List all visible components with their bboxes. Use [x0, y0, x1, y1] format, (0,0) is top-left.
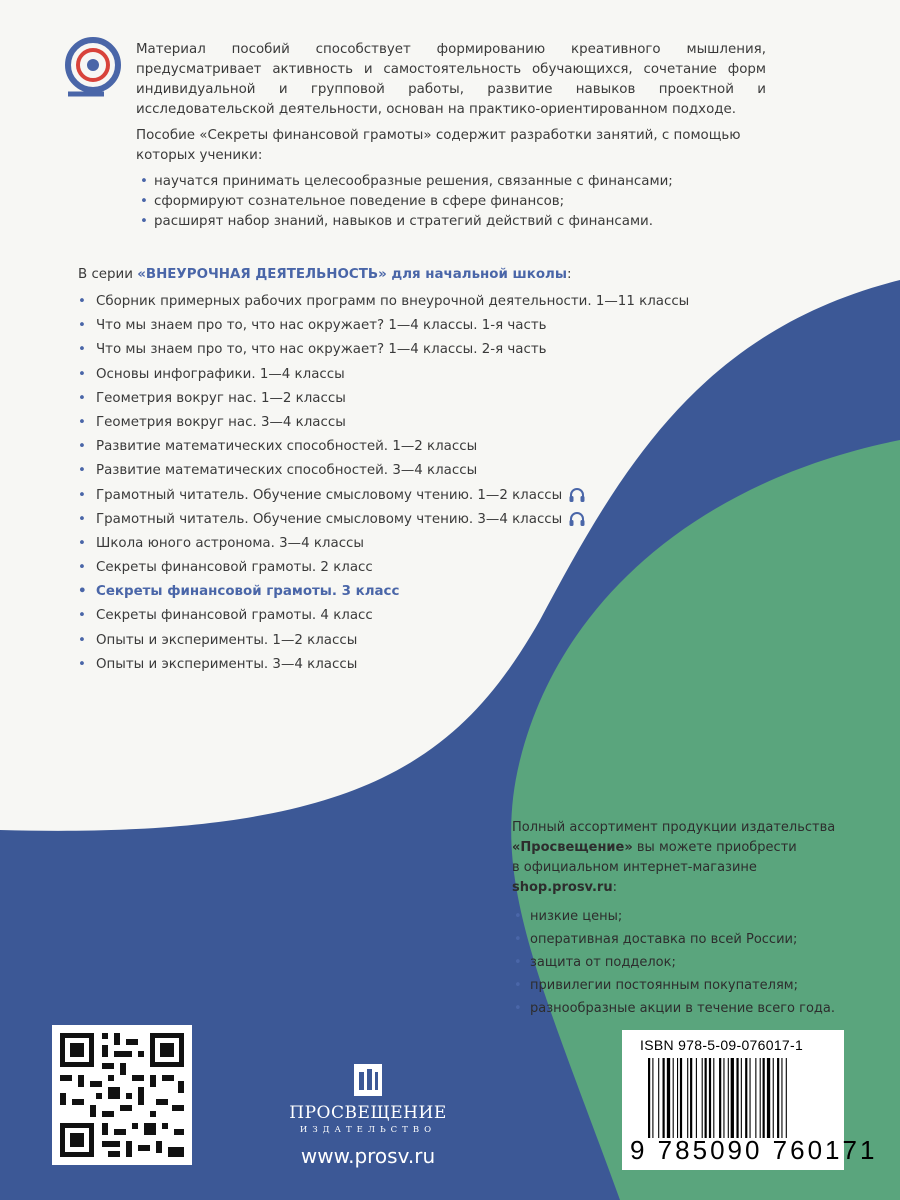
series-name: «ВНЕУРОЧНАЯ ДЕЯТЕЛЬНОСТЬ» для начальной школы — [137, 267, 567, 282]
qr-code-icon[interactable] — [52, 1025, 192, 1165]
series-book-item-audio — [78, 484, 718, 508]
barcode-bar — [663, 1058, 665, 1138]
shop-line-3: в официальном интернет-магазине — [512, 860, 757, 875]
barcode-bar — [702, 1058, 703, 1138]
publisher-subtitle: ИЗДАТЕЛЬСТВО — [299, 1125, 437, 1135]
barcode-bar — [763, 1058, 765, 1138]
shop-bullet-list — [512, 906, 852, 1021]
barcode-bar — [696, 1058, 697, 1138]
shop-section — [512, 818, 852, 1021]
series-book-item-audio — [78, 508, 718, 532]
intro-bullet-list — [136, 172, 766, 232]
intro-paragraph-2: Пособие «Секреты финансовой грамоты» содержит разработки занятий, с помощью которых ученики: — [136, 128, 741, 163]
barcode-bar — [745, 1058, 747, 1138]
barcode-bar — [773, 1058, 774, 1138]
series-heading-suffix: : — [566, 267, 572, 282]
series-book-item: • Геометрия вокруг нас. 1—2 классы — [78, 387, 718, 411]
barcode-bar — [658, 1058, 659, 1138]
series-heading-prefix: В серии — [78, 267, 138, 282]
publisher-url[interactable]: www.prosv.ru — [300, 1144, 436, 1168]
series-heading — [78, 265, 718, 285]
intro-bullet: • научатся принимать целесообразные решения, связанные с финансами; — [136, 172, 766, 192]
series-book-item: • Сборник примерных рабочих программ по внеурочной деятельности. 1—11 классы — [78, 290, 718, 314]
barcode-bar — [741, 1058, 742, 1138]
shop-site-link[interactable]: shop.prosv.ru — [512, 880, 613, 895]
series-book-item: • Развитие математических способностей. 3—4 классы — [78, 459, 718, 483]
barcode-bar — [750, 1058, 751, 1138]
intro-bullet: • сформируют сознательное поведение в сфере финансов; — [136, 192, 766, 212]
shop-bullet: • защита от подделок; — [512, 952, 852, 975]
barcode-bar — [728, 1058, 729, 1138]
shop-bullet: • низкие цены; — [512, 906, 852, 929]
barcode-bar — [755, 1058, 756, 1138]
isbn-label: ISBN 978-5-09-076017-1 — [640, 1037, 804, 1053]
shop-intro — [512, 818, 852, 898]
series-book-item: • Опыты и эксперименты. 1—2 классы — [78, 629, 718, 653]
barcode-bar — [648, 1058, 650, 1138]
shop-line-3-end: : — [612, 880, 617, 895]
barcode-bar — [690, 1058, 692, 1138]
series-book-item: • Основы инфографики. 1—4 классы — [78, 363, 718, 387]
isbn-barcode-block — [622, 1030, 878, 1170]
barcode-bar — [781, 1058, 782, 1138]
shop-line-2: вы можете приобрести — [632, 840, 797, 855]
barcode-bar — [713, 1058, 714, 1138]
series-book-item: • Развитие математических способностей. 1—2 классы — [78, 435, 718, 459]
barcode-digits: 9 785090 760171 — [630, 1135, 878, 1165]
series-book-item: • Школа юного астронома. 3—4 классы — [78, 532, 718, 556]
series-book-item-current: • Секреты финансовой грамоты. 3 класс — [78, 580, 718, 604]
series-book-list — [78, 290, 718, 677]
series-logo-icon — [64, 36, 122, 102]
publisher-logo-icon — [348, 1060, 388, 1100]
barcode-bar — [777, 1058, 779, 1138]
barcode-bar — [719, 1058, 721, 1138]
barcode-bar — [731, 1058, 734, 1138]
series-section — [78, 265, 718, 677]
barcode-bar — [687, 1058, 688, 1138]
shop-bullet: • оперативная доставка по всей России; — [512, 929, 852, 952]
series-book-title: Грамотный читатель. Обучение смысловому чтению. 3—4 классы — [96, 511, 563, 527]
barcode-bar — [786, 1058, 787, 1138]
barcode-bar — [705, 1058, 707, 1138]
headphones-icon — [568, 511, 586, 527]
series-book-item: • Что мы знаем про то, что нас окружает? 1—4 классы. 1-я часть — [78, 314, 718, 338]
series-book-item: • Секреты финансовой грамоты. 2 класс — [78, 556, 718, 580]
barcode-bar — [709, 1058, 711, 1138]
barcode-icon — [648, 1058, 828, 1138]
barcode-bar — [736, 1058, 738, 1138]
series-book-item: • Геометрия вокруг нас. 3—4 классы — [78, 411, 718, 435]
barcode-bar — [760, 1058, 761, 1138]
series-book-item: • Что мы знаем про то, что нас окружает? 1—4 классы. 2-я часть — [78, 338, 718, 362]
shop-bullet: • привилегии постоянным покупателям; — [512, 975, 852, 998]
headphones-icon — [568, 487, 586, 503]
shop-brand: «Просвещение» — [512, 840, 633, 855]
barcode-bar — [652, 1058, 653, 1138]
barcode-bar — [667, 1058, 670, 1138]
shop-bullet: • разнообразные акции в течение всего года. — [512, 998, 852, 1021]
shop-line-1: Полный ассортимент продукции издательства — [512, 820, 836, 835]
series-book-title: Грамотный читатель. Обучение смысловому чтению. 1—2 классы — [96, 487, 563, 503]
publisher-brand — [268, 1060, 468, 1136]
barcode-bar — [673, 1058, 674, 1138]
barcode-bar — [767, 1058, 770, 1138]
barcode-bar — [680, 1058, 682, 1138]
intro-paragraph-1: Материал пособий способствует формированию креативного мышления, предусматривает активность и самостоятельность обучающихся, сочетание форм индивидуальной и групповой работы, развитие навыков проектной и исследовательской деятельности, основан на практико-ориентированном подходе. — [136, 42, 766, 117]
intro-section — [136, 40, 766, 232]
intro-bullet: • расширят набор знаний, навыков и стратегий действий с финансами. — [136, 212, 766, 232]
publisher-name: ПРОСВЕЩЕНИЕ — [289, 1103, 447, 1123]
barcode-bar — [677, 1058, 678, 1138]
series-book-item: • Секреты финансовой грамоты. 4 класс — [78, 604, 718, 628]
barcode-bar — [723, 1058, 724, 1138]
series-book-item: • Опыты и эксперименты. 3—4 классы — [78, 653, 718, 677]
